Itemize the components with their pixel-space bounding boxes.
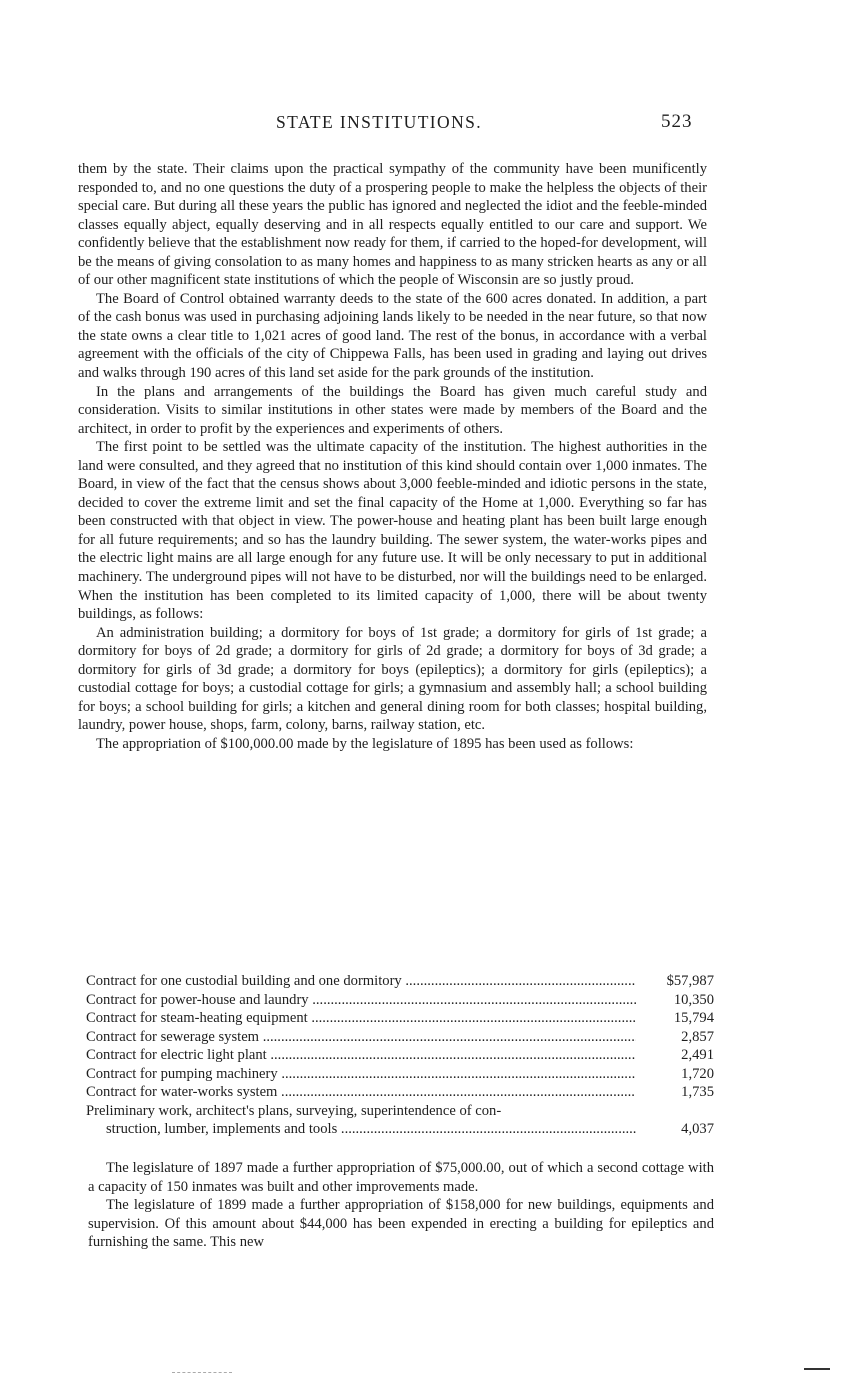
row-label: Contract for electric light plant .....: [86, 1046, 636, 1065]
table-row: [86, 1083, 714, 1102]
row-amount: $57,987: [666, 973, 714, 989]
table-row: [86, 1120, 714, 1139]
expenditure-table: [86, 972, 714, 1139]
row-label: Contract for pumping machinery .....: [86, 1065, 636, 1084]
row-amount: 1,735: [681, 1084, 714, 1100]
paragraph: The legislature of 1899 made a further appropriation of $158,000 for new buildings, equipments and supervision. Of this amount about $44,000 has been expended in erecting a building for epileptics and furnishing the same. This new: [88, 1197, 714, 1250]
table-row: [86, 1009, 714, 1028]
row-amount: 1,720: [681, 1065, 714, 1082]
body-text: [78, 160, 707, 754]
row-amount: 4,037: [681, 1121, 714, 1137]
row-label: Contract for sewerage system .....: [86, 1028, 636, 1047]
table-row: [86, 1102, 714, 1121]
row-amount: 10,350: [673, 991, 714, 1008]
paragraph: The appropriation of $100,000.00 made by the legislature of 1895 has been used as follows:: [96, 735, 634, 752]
footer-rule: [172, 1372, 232, 1374]
row-label: Contract for steam-heating equipment .....: [86, 1009, 636, 1028]
row-label: Contract for water-works system .....: [86, 1083, 636, 1102]
row-label: struction, lumber, implements and tools .....: [86, 1120, 636, 1139]
paragraph: The legislature of 1897 made a further appropriation of $75,000.00, out of which a second cottage with a capacity of 150 inmates was built and other improvements made.: [88, 1160, 714, 1195]
row-amount: 2,491: [681, 1047, 714, 1063]
row-amount: 15,794: [673, 1010, 714, 1026]
paragraph: In the plans and arrangements of the buildings the Board has given much careful study and consideration. Visits to similar institutions in other states were made by members of the Board and the architect, in order to profit by the experiences and experiments of others.: [78, 383, 707, 437]
table-row: [86, 972, 714, 991]
table-row: [86, 1028, 714, 1047]
paragraph: The Board of Control obtained warranty deeds to the state of the 600 acres donated. In addition, a part of the cash bonus was used in purchasing adjoining lands likely to be needed in the near future, so that now the state owns a clear title to 1,021 acres of good land. The rest of the bonus, in accordance with a verbal agreement with the officials of the city of Chippewa Falls, has been used in grading and laying out drives and walks through 190 acres of this land set aside for the park grounds of the institution.: [78, 290, 707, 382]
table-row: [86, 1046, 714, 1065]
table-row: [86, 991, 714, 1010]
running-title: STATE INSTITUTIONS.: [276, 112, 483, 132]
paragraph: them by the state. Their claims upon the practical sympathy of the community have been munificently responded to, and no one questions the duty of a prospering people to make the helpless the objects of their special care. But during all these years the public has ignored and neglected the idiot and the feeble-minded classes equally abject, equally deserving and in all respects equally entitled to our care and support. We confidently believe that the establishment now ready for them, if carried to the hoped-for development, will be the means of giving consolation to as many homes and happiness to as many stricken hearts as any or all of our other magnificent state institutions of which the people of Wisconsin are so justly proud.: [78, 161, 707, 289]
row-label: Preliminary work, architect's plans, surveying, superintendence of con-: [86, 1102, 502, 1119]
table-row: [86, 1065, 714, 1084]
row-label: Contract for power-house and laundry .....: [86, 991, 636, 1010]
paragraph: The first point to be settled was the ultimate capacity of the institution. The highest authorities in the land were consulted, and they agreed that no institution of this kind should contain over 1,000 inmates. The Board, in view of the fact that the census shows about 3,000 feeble-minded and idiotic persons in the state, decided to cover the extreme limit and set the final capacity of the Home at 1,000. Everything so far has been constructed with that object in view. The power-house and heating plant has been built large enough for all future requirements; and so has the laundry building. The sewer system, the water-works pipes and the electric light mains are all large enough for any future use. It will be only necessary to put in additional machinery. The underground pipes will not have to be disturbed, nor will the buildings need to be enlarged. When the institution has been completed to its limited capacity of 1,000, there will be about twenty buildings, as follows:: [78, 439, 707, 623]
page-header: [0, 112, 859, 136]
page-number: 523: [661, 111, 693, 132]
row-amount: 2,857: [681, 1028, 714, 1045]
paragraph: An administration building; a dormitory for boys of 1st grade; a dormitory for girls of 1st grade; a dormitory for boys of 2d grade; a dormitory for girls of 2d grade; a dormitory for boys of 3d grade; a dormitory for girls of 3d grade; a dormitory for boys (epileptics); a dormitory for girls (epileptics); a custodial cottage for boys; a custodial cottage for girls; a gymnasium and assembly hall; a school building for boys; a school building for girls; a kitchen and general dining room for both classes; hospital building, laundry, power house, shops, farm, colony, barns, railway station, etc.: [78, 624, 707, 734]
footer-mark: [804, 1368, 830, 1370]
row-label: Contract for one custodial building and one dormitory .....: [86, 972, 636, 991]
closing-text: [88, 1159, 714, 1252]
